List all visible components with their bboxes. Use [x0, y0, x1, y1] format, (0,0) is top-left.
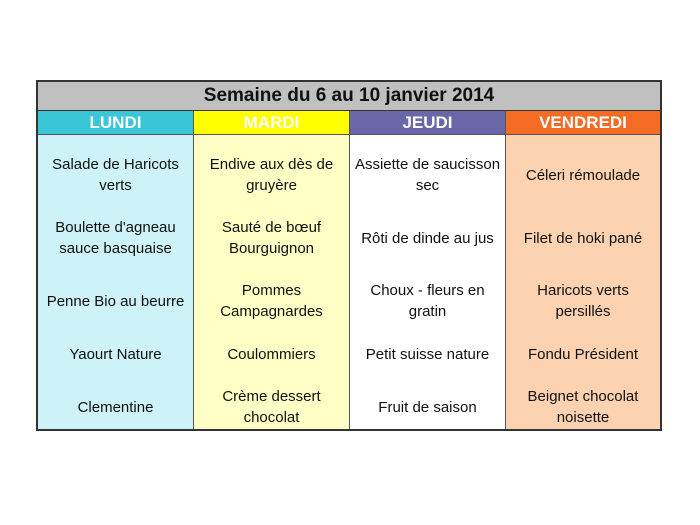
dish-cell: Fruit de saison [350, 385, 506, 429]
spacer-cell [506, 261, 660, 278]
day-header-mardi: MARDI [194, 111, 350, 135]
dish-cell: Beignet chocolat noisette [506, 385, 660, 429]
dish-cell: Filet de hoki pané [506, 215, 660, 261]
dish-cell: Penne Bio au beurre [38, 278, 194, 324]
dish-cell: Choux - fleurs en gratin [350, 278, 506, 324]
spacer-cell [38, 368, 194, 385]
dish-cell: Assiette de saucisson sec [350, 152, 506, 198]
dish-cell: Coulommiers [194, 341, 350, 368]
spacer-cell [194, 324, 350, 341]
dish-cell: Haricots verts persillés [506, 278, 660, 324]
dish-cell: Yaourt Nature [38, 341, 194, 368]
dish-cell: Sauté de bœuf Bourguignon [194, 215, 350, 261]
dish-cell: Clementine [38, 385, 194, 429]
spacer-cell [350, 324, 506, 341]
dish-cell: Petit suisse nature [350, 341, 506, 368]
dish-cell: Crème dessert chocolat [194, 385, 350, 429]
spacer-cell [194, 198, 350, 215]
spacer-cell [194, 261, 350, 278]
day-header-row [38, 111, 660, 135]
dish-cell: Céleri rémoulade [506, 152, 660, 198]
course-row-main [38, 215, 660, 261]
dish-cell: Boulette d'agneau sauce basquaise [38, 215, 194, 261]
spacer-row [38, 261, 660, 278]
weekly-menu-table [36, 80, 662, 431]
course-row-dessert [38, 385, 660, 429]
dish-cell: Salade de Haricots verts [38, 152, 194, 198]
spacer-cell [350, 368, 506, 385]
spacer-cell [194, 135, 350, 152]
course-row-side [38, 278, 660, 324]
spacer-cell [506, 135, 660, 152]
day-header-vendredi: VENDREDI [506, 111, 660, 135]
spacer-cell [350, 135, 506, 152]
spacer-cell [38, 261, 194, 278]
spacer-cell [506, 324, 660, 341]
spacer-row [38, 368, 660, 385]
day-header-jeudi: JEUDI [350, 111, 506, 135]
spacer-cell [506, 368, 660, 385]
dish-cell: Fondu Président [506, 341, 660, 368]
menu-title: Semaine du 6 au 10 janvier 2014 [38, 82, 660, 111]
spacer-row [38, 198, 660, 215]
dish-cell: Endive aux dès de gruyère [194, 152, 350, 198]
spacer-cell [38, 135, 194, 152]
spacer-cell [38, 324, 194, 341]
spacer-cell [350, 261, 506, 278]
spacer-cell [506, 198, 660, 215]
spacer-cell [38, 198, 194, 215]
spacer-row [38, 324, 660, 341]
dish-cell: Pommes Campagnardes [194, 278, 350, 324]
dish-cell: Rôti de dinde au jus [350, 215, 506, 261]
course-row-dairy [38, 341, 660, 368]
spacer-row [38, 135, 660, 152]
spacer-cell [194, 368, 350, 385]
spacer-cell [350, 198, 506, 215]
course-row-starter [38, 152, 660, 198]
day-header-lundi: LUNDI [38, 111, 194, 135]
